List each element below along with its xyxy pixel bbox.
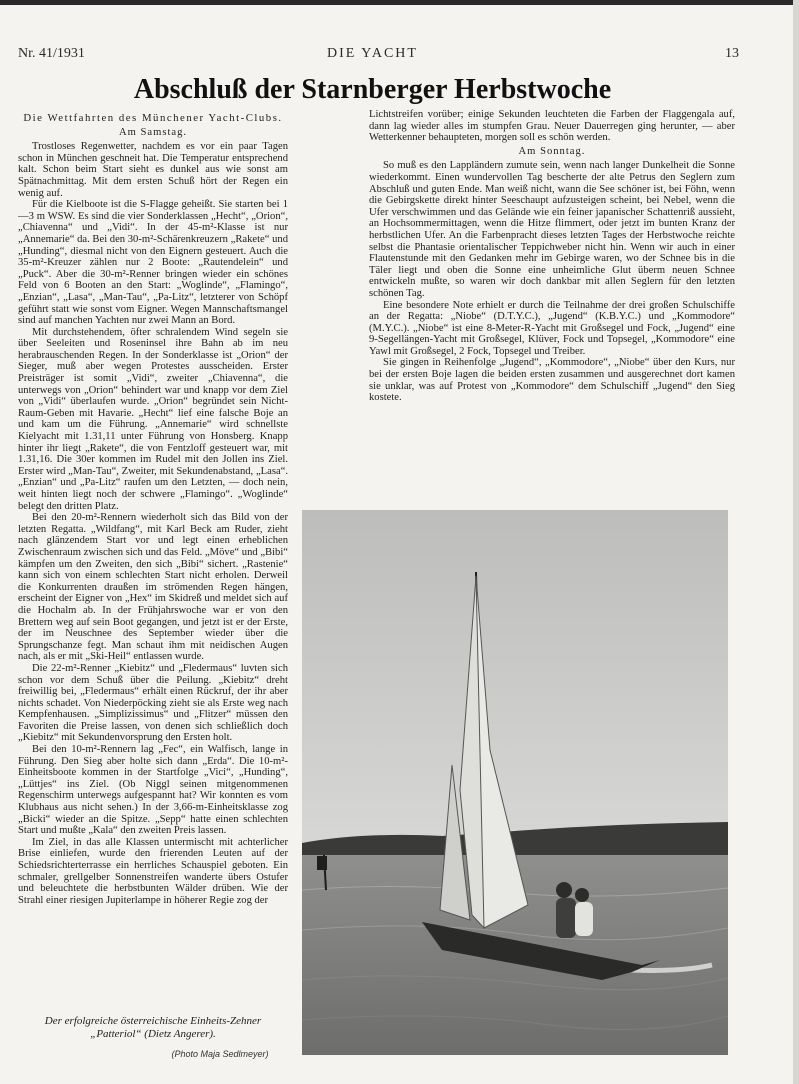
page-edge: [793, 0, 799, 1084]
text-column-left: [18, 113, 288, 1010]
paragraph: Im Ziel, in das alle Klassen untermischt mit achterlicher Brise einliefen, wurde den frierenden Leuten auf der Schiedsrichterterrasse ein herrliches Schauspiel geboten. Ein schmaler, grellgelber Sonnenstreifen wanderte übers Ostufer und beleuchtete die herbstbunten Wälder drüben. Wie der Strahl einer riesigen Jupiterlampe in höherer Regie zog der: [18, 836, 288, 906]
text-column-right: [369, 109, 735, 497]
sailboat-illustration: [302, 510, 728, 1055]
section-heading-sunday: Am Sonntag.: [518, 145, 586, 157]
paragraph: Eine besondere Note erhielt er durch die Teilnahme der drei großen Schulschiffe an der Regatta: „Niobe“ (D.T.Y.C.), „Jugend“ (K.B.Y.C.) und „Kommodore“ (M.Y.C.). „Niobe“ ist eine 8-Meter-R-Yacht mit Großsegel und Fock, „Jugend“ eine 9-Segellängen-Yacht mit Großsegel, Klüver, Fock und Topsegel, „Kommodore“ eine Yawl mit Großsegel, 2 Fock, Topsegel und Treiber.: [369, 299, 735, 357]
paragraph: Bei den 10-m²-Rennern lag „Fec“, ein Walfisch, lange in Führung. Den Sieg aber holte sich dann „Erda“. Die 10-m²-Einheitsboote kommen in der Startfolge „Vici“, „Hunding“, „Lüttjes“ ins Ziel. (Ob Niggl seinen mitgenommenen Regenschirm unterwegs aufgespannt hat? Wir konnten es vom Klubhaus aus nicht sehen.) In der 3,66-m-Einheitsklasse zog „Bicki“ wieder an die Spitze. „Sepp“ hatte einen schlechten Start und mußte „Kala“ den zweiten Preis lassen.: [18, 744, 288, 837]
paragraph: Mit durchstehendem, öfter schralendem Wind segeln sie über Seeleiten und Roseninsel ihre Bahn ab im neu herabrauschenden Regen. In der Sonderklasse ist „Orion“ der Sieger, muß aber wegen Protestes ausscheiden. Erster Preisträger ist somit „Vidi“, zweiter „Chiavenna“, die unterwegs von „Orion“ behindert war und knapp vor dem Ziel von „Vidi“ überlaufen wurde. „Orion“ begründet sein Nicht-Raum-Geben mit Havarie. „Hecht“ lief eine falsche Boje an und kam um die Führung. „Annemarie“ wird schnellste Kielyacht mit 1.31,11 unter Führung von Honsberg. Knapp hinter ihr liegt „Rakete“, die von Fentzloff gesteuert war, mit 1.31,16. Die 30er kommen im Rudel mit den Jollen ins Ziel. Erster wird „Man-Tau“, Zweiter, mit Sekundenabstand, „Lasa“. „Enzian“ und „Pa-Litz“ raufen um den Letzten, — doch nein, weit hinten liegt noch der schwere „Flamingo“. „Woglinde“ belegt den dritten Platz.: [18, 326, 288, 512]
article-title: Abschluß der Starnberger Herbstwoche: [133, 74, 612, 105]
paragraph: Sie gingen in Reihenfolge „Jugend“, „Kommodore“, „Niobe“ über den Kurs, nur bei der ersten Boje lagen die beiden ersten zusammen und ausgerechnet dort kamen sie unklar, was auf Protest von „Kommodore“ dem Schulschiff „Jugend“ den Sieg kostete.: [369, 357, 735, 404]
photo-caption: Der erfolgreiche österreichische Einheits-Zehner „Patteriol“ (Dietz Angerer).: [44, 1015, 262, 1040]
paragraph: So muß es den Lappländern zumute sein, wenn nach langer Dunkelheit die Sonne wiederkommt. Einen wundervollen Tag bescherte der alte Petrus den Seglern zum Abschluß und guten Ende. Man weiß nicht, wann die See schöner ist, bei Föhn, wenn die Gebirgskette direkt hinter Seeschaupt aufzusteigen scheint, bei Nebel, wenn die Ufer verschwimmen und das Gelände wie ein feiner japanischer Schattenriß aussieht, an Hochsommermittagen, wenn die Hitze flimmert, oder jetzt im bunten Kranz der herbstlichen Ufer. An die Farbenpracht dieses letzten Tages der Herbstwoche reichte selbst die Phantasie orientalischer Teppichweber nicht hin. Wenn wir auch in einer Flautenstunde mit den Gedanken mehr im Gebirge waren, wo der Schnee bis in die Täler liegt und oben die Sonne eine unheimliche Glut überm neuen Schnee entwickeln mußte, so waren wir doch dankbar mit allen Seglern für den letzten schönen Tag.: [369, 160, 735, 299]
paragraph-continuation: Lichtstreifen vorüber; einige Sekunden leuchteten die Farben der Flaggengala auf, dann lag wieder alles im stumpfen Grau. Neuer Dauerregen ging herunter, — aber Wetterkenner behaupteten, morgen soll es schön werden.: [369, 109, 735, 144]
paragraph: Trostloses Regenwetter, nachdem es vor ein paar Tagen schon in München geschneit hat. Die Temperatur entsprechend kalt. Schon beim Start sieht es dunkel aus wie sonst am Spätnachmittag. Mit dem ersten Schuß hört der Regen ein wenig auf.: [18, 141, 288, 199]
article-subtitle: Die Wettfahrten des Münchener Yacht-Clubs.: [23, 113, 283, 124]
issue-number: Nr. 41/1931: [18, 46, 85, 61]
top-border: [0, 0, 799, 5]
paragraph: Für die Kielboote ist die S-Flagge geheißt. Sie starten bei 1—3 m WSW. Es sind die vier Sonderklassen „Hecht“, „Orion“, „Chiavenna“ und „Vidi“. In der 45-m²-Klasse ist nur „Annemarie“ da. Bei den 30-m²-Schärenkreuzern „Rakete“ und „Hunding“, diesmal nicht von den Eignern gesteuert. Auch die 35-m²-Kreuzer zählen nur 2 Boote: „Rautendelein“ und „Puck“. Aber die 30-m²-Renner bringen wieder ein schönes Feld von 6 Booten an den Start: „Woglinde“, „Flamingo“, „Enzian“, „Lasa“, „Man-Tau“, „Pa-Litz“, letzterer von Schöpf geführt statt wie sonst vom Eigner. Wegen Mannschaftsmangel sind auf manchen Yachten nur zwei Mann an Bord.: [18, 199, 288, 327]
paragraph: Die 22-m²-Renner „Kiebitz“ und „Fledermaus“ luvten sich schon vor dem Schuß über die Peilung. „Kiebitz“ dreht freiwillig bei, „Fledermaus“ erhält einen Rückruf, der ihr aber nichts schadet. Von Niederpöcking zieht sie als Erste weg nach Kempfenhausen. „Simplizissimus“ und „Flitzer“ müssen den Favoriten die Preise lassen, von denen sich schließlich doch „Kiebitz“ mit Sekundenvorsprung den Ersten holt.: [18, 662, 288, 744]
page-number: 13: [725, 46, 739, 61]
photo-credit: (Photo Maja Sedlmeyer): [171, 1049, 269, 1059]
section-heading-saturday: Am Samstag.: [118, 126, 188, 138]
sailboat-photo: [302, 510, 728, 1055]
magazine-name: DIE YACHT: [327, 46, 418, 61]
paragraph: Bei den 20-m²-Rennern wiederholt sich das Bild von der letzten Regatta. „Wildfang“, mit Karl Beck am Ruder, zieht nach glänzendem Start vor und legt einen erheblichen Zwischenraum zwischen sich und das Feld. „Möve“ und „Bibi“ kämpfen um den Zweiten, den sich „Bibi“ sichert. „Rastenie“ kann sich von einem schlechten Start nicht erholen. Derweil die Konkurrenten draußen im strömenden Regen hängen, erscheint der Eigner von „Hex“ im Skidreß und meldet sich auf die Hochalm ab. In der Frühjahrswoche war er von den Brettern weg auf sein Boot gegangen, und jetzt ist er der Erste, der im Neuschnee des September wieder über die Sprungschanze fegt. Man schaut ihm mit neidischen Augen nach, als er mit „Ski-Heil“ entlassen wurde.: [18, 512, 288, 663]
